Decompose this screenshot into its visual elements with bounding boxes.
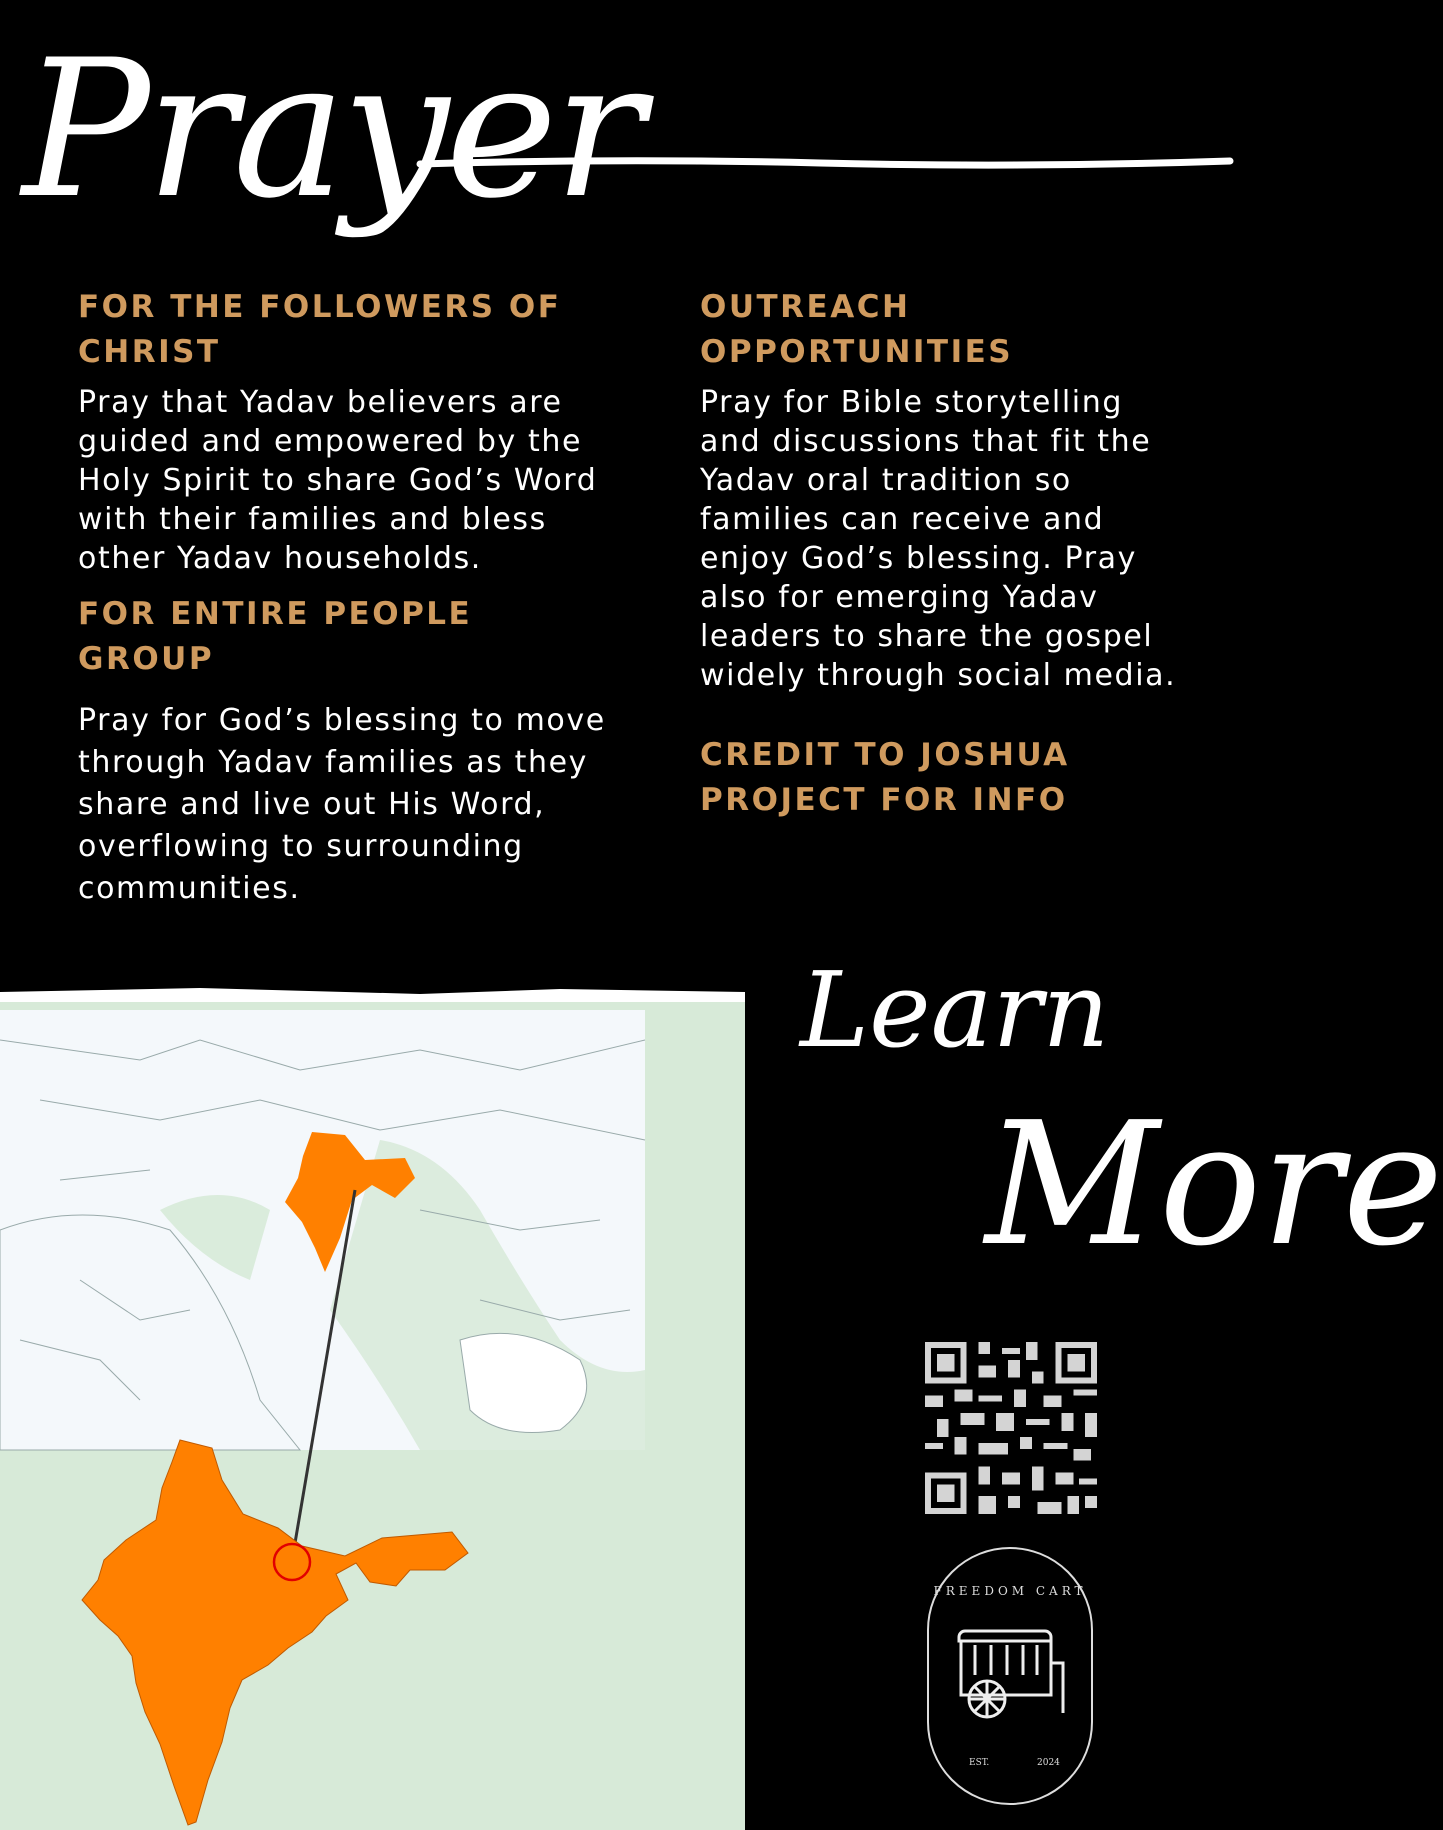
more-heading: More xyxy=(985,1086,1443,1284)
qr-code-icon[interactable] xyxy=(925,1342,1097,1514)
logo-name: FREEDOM CART xyxy=(933,1584,1087,1598)
page-title: Prayer xyxy=(22,19,641,240)
outreach-text: Pray for Bible storytelling and discussions that fit the Yadav oral tradition so families can receive and enjoy God’s blessing. Pray also for emerging Yadav leaders to share the gospel widely through social media. xyxy=(700,385,1177,693)
credit-heading: CREDIT TO JOSHUA PROJECT FOR INFO xyxy=(700,737,1070,818)
outreach-heading: OUTREACH OPPORTUNITIES xyxy=(700,289,1014,370)
logo-est-label: EST. xyxy=(969,1758,990,1768)
learn-heading: Learn xyxy=(800,949,1110,1071)
freedom-cart-logo xyxy=(925,1545,1095,1807)
followers-text: Pray that Yadav believers are guided and empowered by the Holy Spirit to share God’s Word with their families and bless other Yadav households. xyxy=(78,385,598,576)
india-map xyxy=(0,980,745,1830)
title-underline xyxy=(420,155,1230,171)
right-column xyxy=(700,285,1180,823)
followers-heading: FOR THE FOLLOWERS OF CHRIST xyxy=(78,289,562,370)
people-group-heading: FOR ENTIRE PEOPLE GROUP xyxy=(78,596,473,677)
logo-est-year: 2024 xyxy=(1037,1758,1060,1768)
left-column xyxy=(78,285,618,910)
people-group-text: Pray for God’s blessing to move through Yadav families as they share and live out His Word, overflowing to surrounding communities. xyxy=(78,703,606,906)
